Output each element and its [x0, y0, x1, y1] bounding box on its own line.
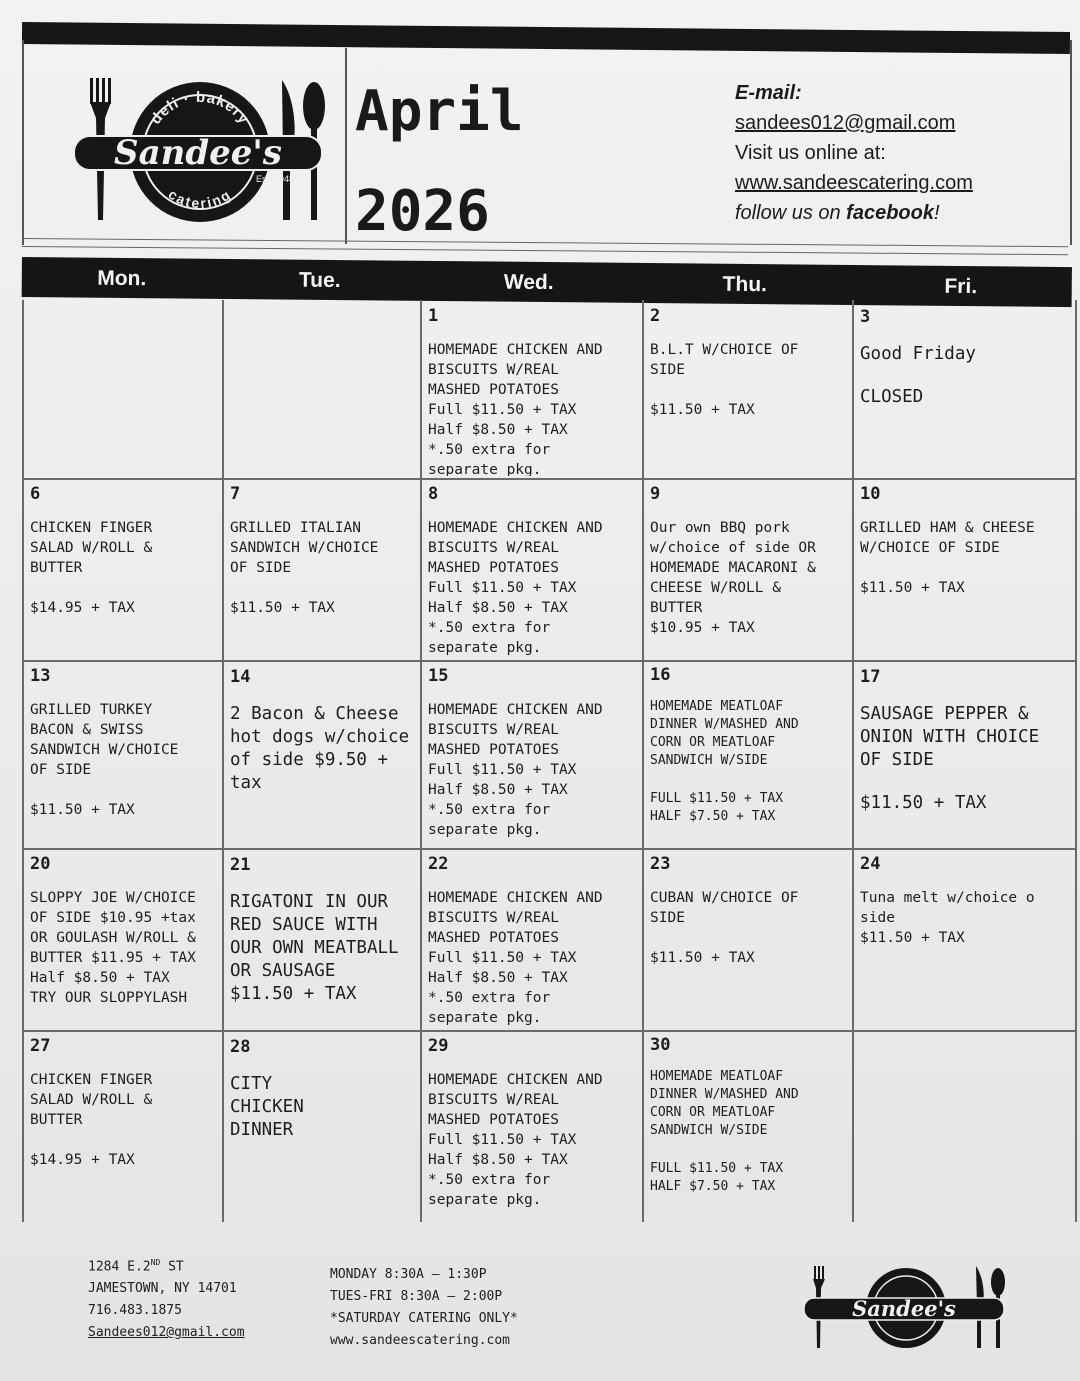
menu-line: GRILLED ITALIAN [230, 520, 361, 536]
menu-line: separate pkg. [428, 640, 542, 656]
menu-line: Full $11.50 + TAX [428, 950, 577, 966]
weekday-mon: Mon. [97, 266, 147, 291]
day-number: 2 [650, 306, 661, 326]
menu-line: MASHED POTATOES [428, 930, 559, 946]
day-cell-30 [650, 1036, 848, 1220]
menu-line: CORN OR MEATLOAF [650, 1105, 776, 1120]
menu-line: CORN OR MEATLOAF [650, 735, 776, 750]
menu-line: HOMEMADE MACARONI & [650, 560, 816, 576]
menu-line: 2 Bacon & Cheese [230, 704, 399, 724]
menu-line: separate pkg. [428, 462, 542, 476]
grid-vline [222, 300, 224, 1222]
logo-wordmark: Sandee's [114, 133, 282, 173]
menu-line: BISCUITS W/REAL [428, 1092, 559, 1108]
day-cell-8 [428, 484, 638, 658]
day-number: 3 [860, 307, 871, 327]
grid-hline [22, 1030, 1075, 1032]
line-gap [30, 578, 218, 598]
header-divider [345, 48, 347, 244]
address-street: ST [160, 1259, 184, 1275]
day-cell-7 [230, 484, 416, 658]
footer-website[interactable]: www.sandeescatering.com [330, 1333, 511, 1348]
menu-line: *.50 extra for [428, 990, 551, 1006]
menu-line: $14.95 + TAX [30, 600, 135, 616]
hours-tues-fri: TUES-FRI 8:30A – 2:00P [330, 1289, 503, 1304]
menu-line: DINNER W/MASHED AND [650, 1087, 799, 1102]
menu-line: Full $11.50 + TAX [428, 580, 577, 596]
menu-line: separate pkg. [428, 1010, 542, 1026]
menu-line: SIDE [650, 362, 685, 378]
day-number: 21 [230, 855, 251, 875]
line-gap [650, 770, 848, 790]
menu-line: separate pkg. [428, 822, 542, 838]
menu-line: $11.50 + TAX [860, 793, 987, 813]
line-gap [650, 928, 848, 948]
menu-line: w/choice of side OR [650, 540, 816, 556]
menu-line: Half $8.50 + TAX [428, 782, 568, 798]
visit-label: Visit us online at: [735, 142, 886, 164]
day-cell-28 [230, 1036, 416, 1220]
menu-line: SAUSAGE PEPPER & [860, 704, 1029, 724]
day-number: 10 [860, 484, 881, 504]
line-gap [230, 578, 416, 598]
follow-line [735, 198, 973, 228]
footer-address [88, 1252, 245, 1344]
menu-line: HOMEMADE CHICKEN AND [428, 520, 603, 536]
menu-line: SANDWICH W/SIDE [650, 1123, 768, 1138]
menu-line: RIGATONI IN OUR [230, 892, 389, 912]
day-number: 24 [860, 854, 881, 874]
menu-line: $11.50 + TAX [230, 984, 357, 1004]
menu-line: $11.50 + TAX [860, 930, 965, 946]
menu-line: OF SIDE [860, 750, 934, 770]
day-cell-22 [428, 854, 638, 1028]
menu-line: CHICKEN FINGER [30, 1072, 153, 1088]
address-line-2: JAMESTOWN, NY 14701 [88, 1281, 237, 1297]
grid-hline [22, 848, 1075, 850]
menu-line: BUTTER $11.95 + TAX [30, 950, 196, 966]
menu-line: BISCUITS W/REAL [428, 910, 559, 926]
menu-line: BISCUITS W/REAL [428, 540, 559, 556]
menu-line: FULL $11.50 + TAX [650, 1161, 784, 1176]
grid-vline [642, 300, 644, 1222]
footer-email-link[interactable]: Sandees012@gmail.com [88, 1325, 245, 1341]
footer-hours [330, 1264, 518, 1352]
menu-line: $11.50 + TAX [860, 580, 965, 596]
address-sup: ND [150, 1258, 161, 1267]
menu-line: tax [230, 773, 262, 793]
menu-line: BISCUITS W/REAL [428, 362, 559, 378]
menu-line: SANDWICH W/CHOICE [230, 540, 379, 556]
day-number: 29 [428, 1036, 449, 1056]
line-gap [650, 380, 848, 400]
menu-line: Half $8.50 + TAX [30, 970, 170, 986]
menu-line: CLOSED [860, 387, 924, 407]
menu-line: HOMEMADE CHICKEN AND [428, 1072, 603, 1088]
menu-line: BUTTER [30, 560, 83, 576]
menu-line: HOMEMADE CHICKEN AND [428, 342, 603, 358]
menu-line: Tuna melt w/choice o [860, 890, 1035, 906]
menu-line: separate pkg. [428, 1192, 542, 1208]
day-cell-3 [860, 306, 1071, 476]
line-gap [30, 780, 218, 800]
menu-line: HALF $7.50 + TAX [650, 1179, 776, 1194]
menu-line: $11.50 + TAX [650, 402, 755, 418]
line-gap [650, 1140, 848, 1160]
website-link[interactable]: www.sandeescatering.com [735, 172, 973, 194]
logo-established: Est. 1948 [256, 174, 295, 184]
menu-line: SANDWICH W/SIDE [650, 753, 768, 768]
day-cell-14 [230, 666, 416, 846]
day-cell-13 [30, 666, 218, 846]
menu-line: Half $8.50 + TAX [428, 422, 568, 438]
menu-line: MASHED POTATOES [428, 382, 559, 398]
sandees-logo-small [800, 1262, 1012, 1352]
day-number: 9 [650, 484, 661, 504]
empty-day-cell [230, 306, 416, 476]
day-number: 6 [30, 484, 41, 504]
menu-line: DINNER W/MASHED AND [650, 717, 799, 732]
day-cell-24 [860, 854, 1071, 1028]
menu-line: CUBAN W/CHOICE OF [650, 890, 799, 906]
menu-line: OF SIDE [230, 560, 292, 576]
menu-line: Good Friday [860, 344, 976, 364]
day-cell-21 [230, 854, 416, 1028]
menu-line: OUR OWN MEATBALL [230, 938, 399, 958]
facebook-link[interactable]: facebook [846, 202, 934, 224]
day-number: 14 [230, 667, 251, 687]
menu-line: GRILLED HAM & CHEESE [860, 520, 1035, 536]
grid-vline [852, 300, 854, 1222]
sandees-logo [70, 70, 330, 230]
menu-line: OR SAUSAGE [230, 961, 336, 981]
menu-line: Full $11.50 + TAX [428, 402, 577, 418]
day-cell-9 [650, 484, 848, 658]
weekday-fri: Fri. [944, 274, 978, 299]
address-line-1 [88, 1252, 245, 1278]
day-number: 20 [30, 854, 51, 874]
contact-block [735, 78, 973, 228]
menu-line: of side $9.50 + [230, 750, 389, 770]
menu-line: W/CHOICE OF SIDE [860, 540, 1000, 556]
menu-line: BISCUITS W/REAL [428, 722, 559, 738]
menu-line: Half $8.50 + TAX [428, 1152, 568, 1168]
grid-vline [22, 300, 24, 1222]
weekday-tue: Tue. [298, 268, 341, 293]
day-number: 7 [230, 484, 241, 504]
menu-line: MASHED POTATOES [428, 742, 559, 758]
day-cell-23 [650, 854, 848, 1028]
day-cell-6 [30, 484, 218, 658]
day-cell-16 [650, 666, 848, 846]
hours-saturday: *SATURDAY CATERING ONLY* [330, 1311, 518, 1326]
menu-line: $10.95 + TAX [650, 620, 755, 636]
empty-day-cell [30, 306, 218, 476]
logo-arc-top: deli · bakery [147, 88, 253, 128]
menu-line: CITY [230, 1074, 273, 1094]
menu-line: GRILLED TURKEY [30, 702, 153, 718]
menu-line: SIDE [650, 910, 685, 926]
menu-line: *.50 extra for [428, 620, 551, 636]
phone-number[interactable]: 716.483.1875 [88, 1303, 182, 1319]
menu-line: hot dogs w/choice [230, 727, 410, 747]
day-cell-15 [428, 666, 638, 846]
menu-line: OR GOULASH W/ROLL & [30, 930, 196, 946]
line-gap [860, 366, 1071, 386]
menu-line: BACON & SWISS [30, 722, 144, 738]
menu-line: Full $11.50 + TAX [428, 1132, 577, 1148]
day-cell-27 [30, 1036, 218, 1220]
month-title [355, 62, 524, 262]
weekday-bar [22, 257, 1072, 307]
menu-line: BUTTER [30, 1112, 83, 1128]
follow-prefix: follow us on [735, 202, 847, 224]
day-cell-10 [860, 484, 1071, 658]
menu-line: $11.50 + TAX [30, 802, 135, 818]
day-number: 17 [860, 667, 881, 687]
menu-line: RED SAUCE WITH [230, 915, 378, 935]
menu-line: MASHED POTATOES [428, 1112, 559, 1128]
day-number: 28 [230, 1037, 251, 1057]
menu-line: OF SIDE $10.95 +tax [30, 910, 196, 926]
menu-line: CHEESE W/ROLL & [650, 580, 781, 596]
menu-line: $11.50 + TAX [650, 950, 755, 966]
line-gap [860, 558, 1071, 578]
menu-line: CHICKEN [230, 1097, 304, 1117]
weekday-wed: Wed. [503, 270, 554, 295]
grid-vline [420, 300, 422, 1222]
day-number: 8 [428, 484, 439, 504]
menu-line: SLOPPY JOE W/CHOICE [30, 890, 196, 906]
menu-line: B.L.T W/CHOICE OF [650, 342, 799, 358]
menu-line: side [860, 910, 895, 926]
menu-line: $14.95 + TAX [30, 1152, 135, 1168]
menu-line: HOMEMADE MEATLOAF [650, 699, 784, 714]
hours-monday: MONDAY 8:30A – 1:30P [330, 1267, 487, 1282]
menu-line: Our own BBQ pork [650, 520, 790, 536]
email-label: E-mail: [735, 82, 802, 104]
logo-small-wordmark: Sandee's [852, 1296, 956, 1321]
menu-line: BUTTER [650, 600, 703, 616]
day-number: 1 [428, 306, 439, 326]
menu-line: $11.50 + TAX [230, 600, 335, 616]
day-number: 27 [30, 1036, 51, 1056]
menu-line: *.50 extra for [428, 802, 551, 818]
address-number: 1284 E.2 [88, 1259, 151, 1275]
menu-line: HALF $7.50 + TAX [650, 809, 776, 824]
menu-line: SALAD W/ROLL & [30, 1092, 153, 1108]
grid-hline [22, 478, 1075, 480]
day-cell-20 [30, 854, 218, 1028]
menu-line: TRY OUR SLOPPYLASH [30, 990, 188, 1006]
menu-line: *.50 extra for [428, 1172, 551, 1188]
day-cell-2 [650, 306, 848, 476]
day-cell-17 [860, 666, 1071, 846]
email-link[interactable]: sandees012@gmail.com [735, 112, 956, 134]
menu-line: OF SIDE [30, 762, 92, 778]
day-number: 23 [650, 854, 671, 874]
grid-hline [22, 660, 1075, 662]
day-number: 30 [650, 1036, 671, 1055]
menu-line: SANDWICH W/CHOICE [30, 742, 179, 758]
weekday-thu: Thu. [722, 272, 768, 297]
day-cell-1 [428, 306, 638, 476]
day-number: 15 [428, 666, 449, 686]
day-number: 16 [650, 666, 671, 685]
menu-line: FULL $11.50 + TAX [650, 791, 784, 806]
year: 2026 [355, 179, 490, 244]
menu-line: HOMEMADE MEATLOAF [650, 1069, 784, 1084]
logo-arc-bottom: catering [165, 185, 235, 212]
menu-line: SALAD W/ROLL & [30, 540, 153, 556]
menu-line: CHICKEN FINGER [30, 520, 153, 536]
line-gap [30, 1130, 218, 1150]
menu-line: DINNER [230, 1120, 294, 1140]
empty-day-cell [860, 1036, 1071, 1220]
day-number: 22 [428, 854, 449, 874]
menu-line: Half $8.50 + TAX [428, 970, 568, 986]
day-cell-29 [428, 1036, 638, 1220]
grid-vline [1075, 300, 1077, 1222]
menu-line: MASHED POTATOES [428, 560, 559, 576]
header-rule [22, 246, 1068, 255]
menu-line: *.50 extra for [428, 442, 551, 458]
line-gap [860, 772, 1071, 792]
month-name: April [355, 79, 524, 144]
menu-line: ONION WITH CHOICE [860, 727, 1040, 747]
menu-line: HOMEMADE CHICKEN AND [428, 890, 603, 906]
day-number: 13 [30, 666, 51, 686]
follow-suffix: ! [933, 202, 940, 224]
menu-line: HOMEMADE CHICKEN AND [428, 702, 603, 718]
menu-line: Half $8.50 + TAX [428, 600, 568, 616]
menu-line: Full $11.50 + TAX [428, 762, 577, 778]
